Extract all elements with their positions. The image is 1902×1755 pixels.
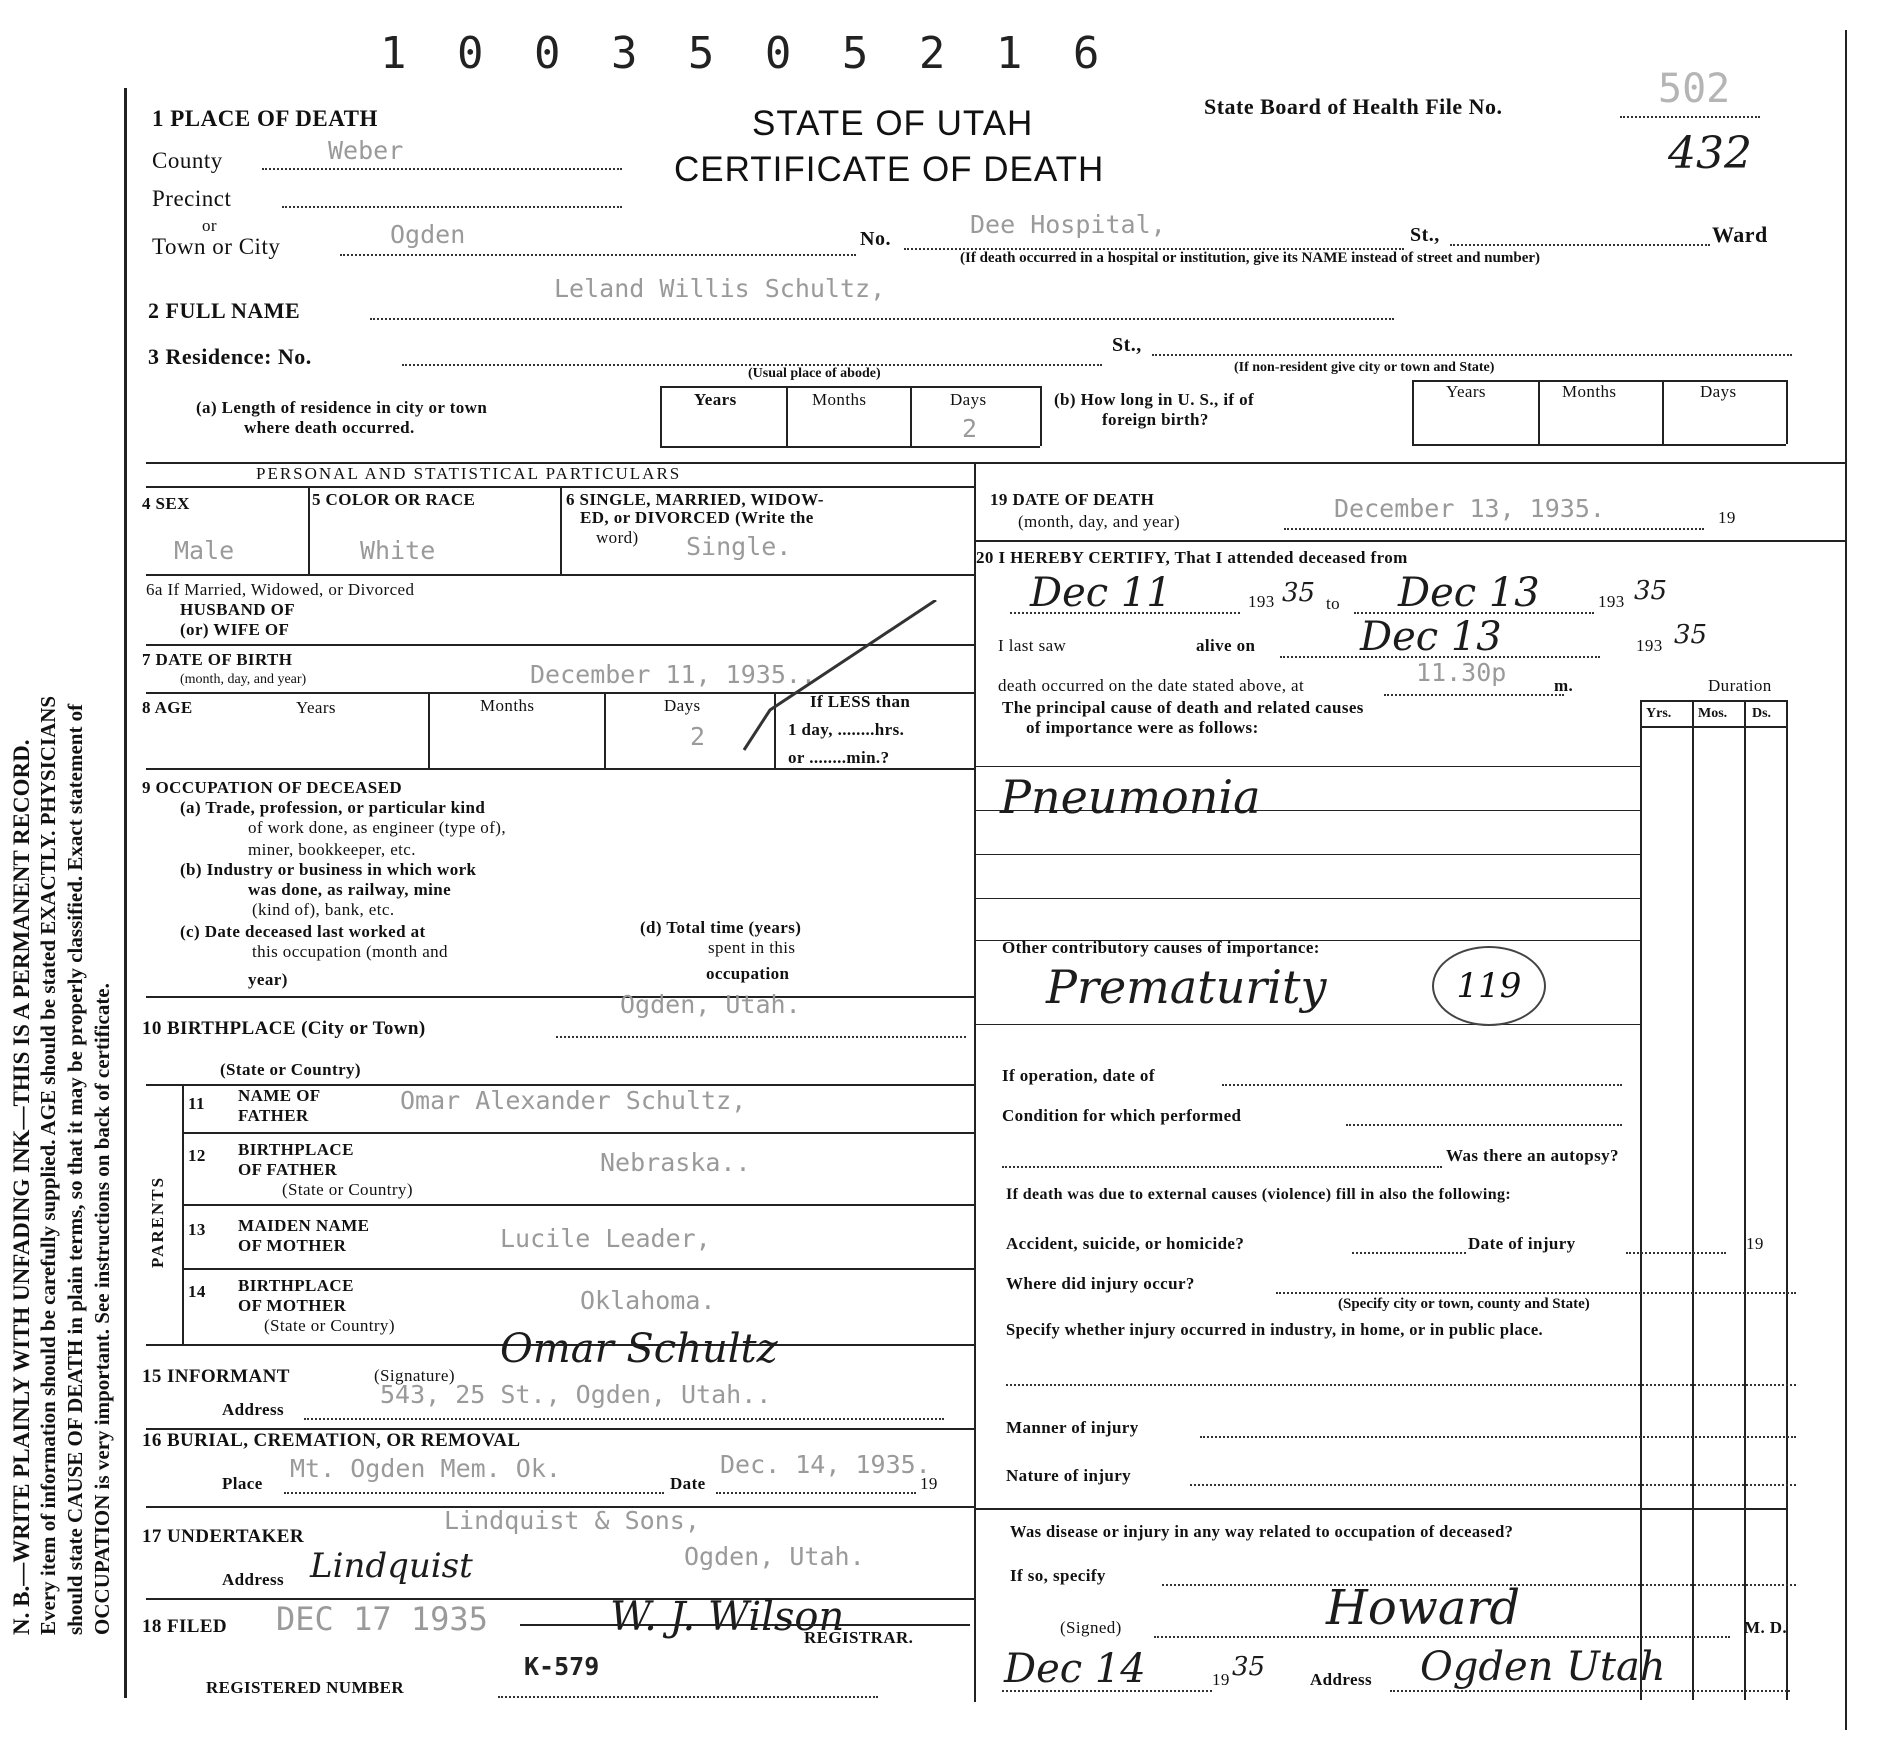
father-number: 11 [188,1094,205,1113]
occ-a1: (a) Trade, profession, or particular kind [180,798,486,817]
physician-address-label: Address [1310,1670,1373,1689]
attended-to-label: to [1326,594,1341,613]
accident-label: Accident, suicide, or homicide? [1006,1234,1245,1253]
attended-from: Dec 11 [1030,570,1172,616]
mbirth-number: 14 [188,1282,206,1301]
parents-label: PARENTS [148,1175,167,1268]
race-divider [560,486,562,574]
duration-ds-header: Ds. [1752,706,1772,721]
town-value: Ogden [390,220,466,249]
accident-line [1352,1252,1466,1254]
race-value: White [360,536,436,565]
us-table-bottom [1412,444,1786,446]
principal-cause-a: The principal cause of death and related causes [1002,698,1364,717]
place-of-death-heading: 1 PLACE OF DEATH [152,106,378,131]
informant-signature-label: (Signature) [374,1366,455,1385]
file-no-value: 502 [1658,66,1731,112]
father-label-a: NAME OF [238,1086,321,1105]
occ-d1: (d) Total time (years) [640,918,802,937]
registrar-signature: W. J. Wilson [610,1594,845,1640]
file-no-label: State Board of Health File No. [1204,94,1503,119]
date-of-death-label-b: (month, day, and year) [1018,512,1181,531]
row-occupation-bottom [146,996,974,998]
sign-year: 35 [1232,1652,1266,1682]
county-line [262,168,622,170]
burial-year-prefix: 19 [920,1474,938,1493]
or-label: or [202,216,217,235]
attended-from-year-prefix: 193 [1248,592,1275,611]
fbirth-value: Nebraska.. [600,1148,751,1177]
death-time-line [1384,694,1564,696]
manner-label: Manner of injury [1006,1418,1139,1437]
age-days-header: Days [664,696,701,715]
row-age-bottom [146,768,974,770]
residence-col-4 [1040,386,1042,446]
no-value: Dee Hospital, [970,210,1166,239]
left-border [124,88,127,1698]
sidebar-line-3: should state CAUSE OF DEATH in plain terms, so that it may be properly classified. Exact statement of [63,703,87,1635]
residence-col-2 [786,386,788,446]
residence-st-label: St., [1112,334,1142,356]
age-col-1 [428,692,430,768]
age-months-header: Months [480,696,535,715]
row-sex-bottom [146,574,974,576]
last-saw-year: 35 [1674,620,1708,650]
registrar-label: REGISTRAR. [804,1628,914,1647]
us-years-header: Years [1446,382,1486,401]
where-line [1276,1292,1796,1294]
us-label-b: foreign birth? [1102,410,1209,429]
duration-yrs-header: Yrs. [1646,706,1672,721]
race-label: 5 COLOR OR RACE [312,490,476,509]
autopsy-line [1002,1166,1442,1168]
occ-b3: (kind of), bank, etc. [252,900,395,919]
physician-address: Ogden Utah [1420,1644,1666,1690]
related-label: Was disease or injury in any way related to occupation of deceased? [1010,1522,1514,1541]
duration-col-1 [1640,700,1642,1700]
burial-date: Dec. 14, 1935. [720,1450,931,1479]
residence-days-header: Days [950,390,987,409]
registrar-line [520,1624,970,1626]
cause-line-4 [974,898,1640,899]
married-label-b: HUSBAND OF [180,600,295,619]
mother-value: Lucile Leader, [500,1224,711,1253]
check-mark [740,600,940,760]
row-date-of-death-bottom [974,540,1846,542]
burial-place: Mt. Ogden Mem. Ok. [290,1454,561,1483]
us-col-1 [1412,380,1414,444]
date-of-death-value: December 13, 1935. [1334,494,1605,523]
informant-address-line [304,1418,944,1420]
marital-label-a: 6 SINGLE, MARRIED, WIDOW- [566,490,824,509]
cause-line-6 [974,1024,1640,1025]
undertaker-address-label: Address [222,1570,285,1589]
specify-label: Specify whether injury occurred in industry, in home, or in public place. [1006,1320,1544,1339]
us-col-2 [1538,380,1540,444]
married-label-c: (or) WIFE OF [180,620,290,639]
informant-address-label: Address [222,1400,285,1419]
death-occurred-label: death occurred on the date stated above, at [998,676,1305,695]
county-label: County [152,148,223,173]
us-col-4 [1786,380,1788,444]
residence-label: 3 Residence: No. [148,344,312,369]
married-label-a: 6a If Married, Widowed, or Divorced [146,580,415,599]
us-label-a: (b) How long in U. S., if of [1054,390,1255,409]
title-line-1: STATE OF UTAH [752,104,1034,143]
residence-table-top [660,386,1040,388]
us-col-3 [1662,380,1664,444]
reg-number-value: K-579 [524,1652,600,1681]
principal-cause-b: of importance were as follows: [1026,718,1259,737]
duration-header-bottom [1640,726,1786,728]
sign-year-prefix: 19 [1212,1670,1230,1689]
mbirth-label-a: BIRTHPLACE [238,1276,354,1295]
marital-label-c: word) [596,528,639,547]
residence-months-header: Months [812,390,867,409]
hospital-note: (If death occurred in a hospital or institution, give its NAME instead of street and number) [960,250,1541,266]
last-saw-year-prefix: 193 [1636,636,1663,655]
attended-to-year: 35 [1634,576,1668,606]
duration-col-3 [1744,700,1746,1700]
father-label-b: FATHER [238,1106,309,1125]
duration-col-4 [1786,700,1788,1700]
undertaker-label: 17 UNDERTAKER [142,1526,304,1547]
death-time: 11.30p [1416,658,1507,687]
mother-label-b: OF MOTHER [238,1236,347,1255]
injury-date-label: Date of injury [1468,1234,1576,1253]
age-days-value: 2 [690,722,706,751]
residence-table-bottom [660,446,1040,448]
sign-date: Dec 14 [1004,1646,1146,1692]
burial-place-line [284,1492,664,1494]
serial-number: 1 0 0 3 5 0 5 2 1 6 [380,28,1112,79]
cause-line-1 [974,766,1640,767]
row-father-bottom [182,1132,974,1134]
title-line-2: CERTIFICATE OF DEATH [674,150,1105,189]
us-months-header: Months [1562,382,1617,401]
undertaker-city: Ogden, Utah. [684,1542,865,1571]
mbirth-value: Oklahoma. [580,1286,716,1315]
burial-date-line [716,1492,916,1494]
occ-d2: spent in this [708,938,796,957]
row-nature-bottom [974,1508,1786,1510]
less-than-c: or ........min.? [788,748,890,767]
row-fbirth-bottom [182,1204,974,1206]
reg-number-label: REGISTERED NUMBER [206,1678,405,1697]
sidebar-line-1: N. B.—WRITE PLAINLY WITH UNFADING INK—THIS IS A PERMANENT RECORD. [9,739,34,1635]
date-of-death-line [1284,528,1704,530]
nature-line [1190,1484,1796,1486]
residence-length-label-a: (a) Length of residence in city or town [196,398,488,417]
informant-signature: Omar Schultz [500,1326,778,1372]
external-causes-label: If death was due to external causes (violence) fill in also the following: [1006,1186,1512,1203]
occupation-heading: 9 OCCUPATION OF DECEASED [142,778,403,797]
burial-label: 16 BURIAL, CREMATION, OR REMOVAL [142,1430,521,1451]
attended-from-line [1010,612,1240,614]
row-undertaker-bottom [146,1598,974,1600]
cause-line-3 [974,854,1640,855]
injury-date-year: 19 [1746,1234,1764,1253]
last-saw-label-a: I last saw [998,636,1067,655]
manner-line [1200,1436,1796,1438]
burial-date-label: Date [670,1474,706,1493]
filed-label: 18 FILED [142,1616,228,1637]
middle-divider [974,462,976,1702]
md-label: M. D. [1744,1618,1788,1637]
signed-label: (Signed) [1060,1618,1122,1637]
operation-line [1222,1084,1622,1086]
residence-col-1 [660,386,662,446]
occ-c1: (c) Date deceased last worked at [180,922,426,941]
sidebar-line-2: Every item of information should be carefully supplied. AGE should be stated EXACTLY. PHYSICIANS [36,695,60,1635]
attended-from-year: 35 [1282,578,1316,608]
burial-place-label: Place [222,1474,263,1493]
injury-date-line [1626,1252,1726,1254]
condition-line [1346,1124,1622,1126]
cause-code: 119 [1432,946,1546,1026]
condition-label: Condition for which performed [1002,1106,1242,1125]
principal-cause-value: Pneumonia [1000,770,1261,824]
age-years-header: Years [296,698,336,717]
residence-length-label-b: where death occurred. [244,418,415,437]
sex-divider [308,486,310,574]
marital-value: Single. [686,532,792,561]
st-line [1450,244,1710,246]
nonresident-note: (If non-resident give city or town and State) [1234,360,1495,375]
last-saw-date: Dec 13 [1360,614,1502,660]
row-mother-bottom [182,1268,974,1270]
birthplace-state-label: (State or Country) [220,1060,361,1079]
specify-line [1006,1384,1796,1386]
fbirth-label-b: OF FATHER [238,1160,338,1179]
occ-b1: (b) Industry or business in which work [180,860,477,879]
duration-header-top [1640,700,1786,702]
us-days-header: Days [1700,382,1737,401]
fbirth-label-c: (State or Country) [282,1180,413,1199]
dob-sub: (month, day, and year) [180,672,307,687]
certify-label: 20 I HEREBY CERTIFY, That I attended deceased from [976,548,1408,567]
mother-label-a: MAIDEN NAME [238,1216,370,1235]
residence-col-3 [910,386,912,446]
mother-number: 13 [188,1220,206,1239]
other-cause-value: Prematurity [1046,960,1327,1014]
other-causes-label: Other contributory causes of importance: [1002,938,1320,957]
duration-mos-header: Mos. [1698,706,1728,721]
undertaker-signature: Lindquist [310,1546,473,1586]
age-col-2 [604,692,606,768]
occ-b2: was done, as railway, mine [248,880,452,899]
residence-st-line [1152,354,1792,356]
county-value: Weber [328,136,404,165]
date-of-death-label-a: 19 DATE OF DEATH [990,490,1155,509]
ifso-label: If so, specify [1010,1566,1106,1585]
attended-to-year-prefix: 193 [1598,592,1625,611]
operation-label: If operation, date of [1002,1066,1155,1085]
where-label: Where did injury occur? [1006,1274,1195,1293]
fbirth-label-a: BIRTHPLACE [238,1140,354,1159]
dob-label: 7 DATE OF BIRTH [142,650,293,669]
full-name-line [370,318,1394,320]
occ-a2: of work done, as engineer (type of), [248,818,506,837]
where-note: (Specify city or town, county and State) [1338,1296,1590,1312]
date-of-death-year: 19 [1718,508,1736,527]
physician-signature: Howard [1326,1580,1521,1636]
birthplace-line [556,1036,966,1038]
right-border [1845,30,1847,1730]
sidebar-line-4: OCCUPATION is very important. See instructions on back of certificate. [90,983,114,1635]
sex-value: Male [174,536,235,565]
marital-label-b: ED, or DIVORCED (Write the [580,508,814,527]
no-label: No. [860,228,891,250]
town-line [340,254,856,256]
residence-days-value: 2 [962,414,978,443]
death-time-m: m. [1554,676,1574,695]
informant-address: 543, 25 St., Ogden, Utah.. [380,1380,772,1409]
informant-label: 15 INFORMANT [142,1366,290,1387]
full-name-label: 2 FULL NAME [148,298,301,323]
nature-label: Nature of injury [1006,1466,1132,1485]
mbirth-label-b: OF MOTHER [238,1296,347,1315]
sidebar-instructions [8,135,116,1635]
full-name-value: Leland Willis Schultz, [554,274,886,303]
duration-col-2 [1692,700,1694,1700]
occ-d3: occupation [706,964,790,983]
signed-line [1154,1636,1730,1638]
ward-label: Ward [1712,222,1768,247]
birthplace-value: Ogden, Utah. [620,990,801,1019]
sign-date-line [1002,1690,1212,1692]
reg-number-line [498,1696,878,1698]
filed-stamp: DEC 17 1935 [276,1600,488,1638]
physician-address-line [1390,1690,1790,1692]
fbirth-number: 12 [188,1146,206,1165]
sex-label: 4 SEX [142,494,190,513]
residence-years-header: Years [694,390,737,409]
less-than-b: 1 day, ........hrs. [788,720,905,739]
occ-c2: this occupation (month and [252,942,448,961]
age-label: 8 AGE [142,698,193,717]
dob-value: December 11, 1935.. [530,660,816,689]
duration-label: Duration [1708,676,1772,695]
occ-c3: year) [248,970,288,989]
autopsy-label: Was there an autopsy? [1446,1146,1619,1165]
file-no-line [1620,116,1760,118]
usual-abode-note: (Usual place of abode) [748,366,881,381]
less-than-a: If LESS than [810,692,911,711]
occ-a3: miner, bookkeeper, etc. [248,840,416,859]
personal-heading: PERSONAL AND STATISTICAL PARTICULARS [256,464,682,483]
last-saw-label-b: alive on [1196,636,1256,655]
town-label: Town or City [152,234,281,259]
file-no-handwritten: 432 [1668,128,1752,179]
st-label: St., [1410,224,1440,246]
precinct-line [282,206,622,208]
birthplace-label: 10 BIRTHPLACE (City or Town) [142,1018,426,1039]
attended-to: Dec 13 [1398,570,1540,616]
precinct-label: Precinct [152,186,232,211]
mbirth-label-c: (State or Country) [264,1316,395,1335]
parents-divider [182,1084,184,1344]
undertaker-value: Lindquist & Sons, [444,1506,700,1535]
father-value: Omar Alexander Schultz, [400,1086,747,1115]
